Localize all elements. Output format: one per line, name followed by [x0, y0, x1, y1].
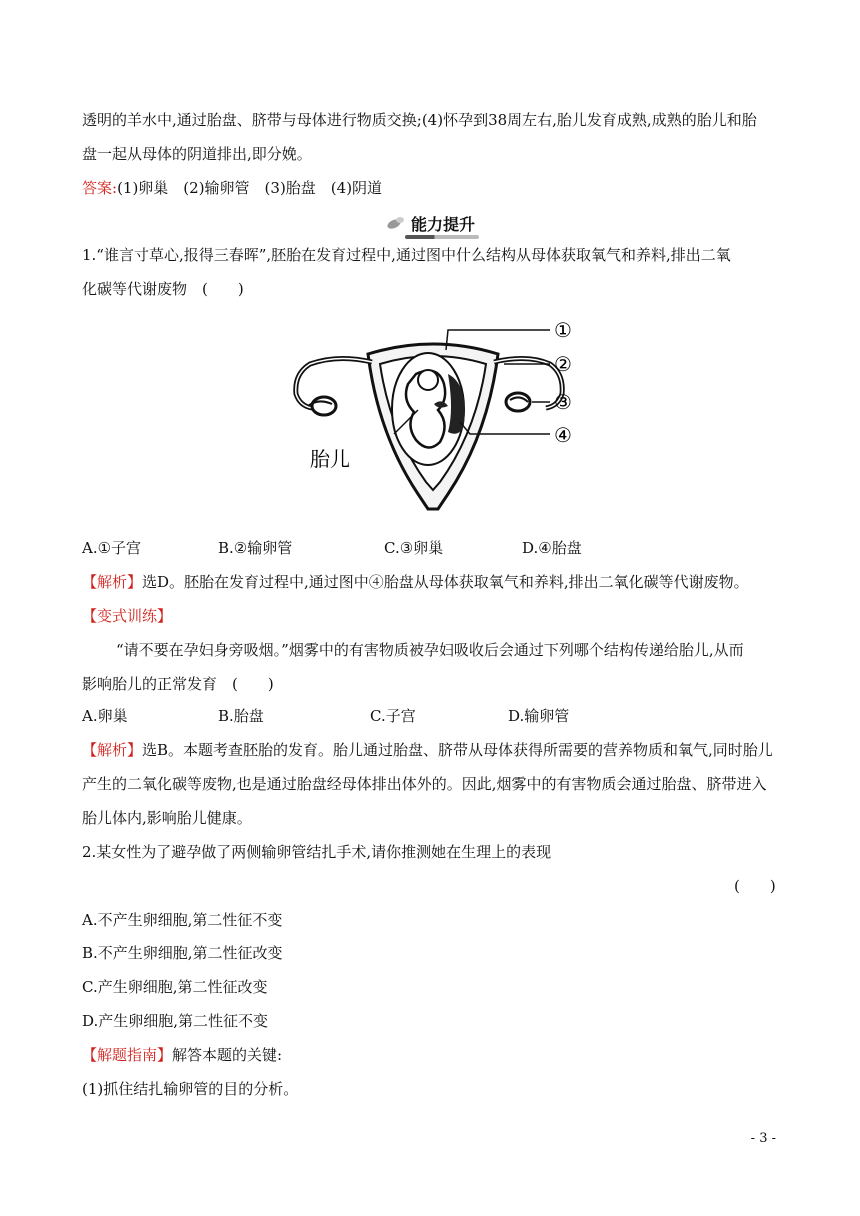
question-2-stem: 2.某女性为了避孕做了两侧输卵管结扎手术,请你推测她在生理上的表现	[82, 843, 552, 861]
question-1-stem-cont: 化碳等代谢废物 ( )	[82, 280, 244, 298]
q1-option-b: B.②输卵管	[218, 539, 293, 557]
leaf-icon	[385, 214, 407, 230]
figure-label-fetus: 胎儿	[310, 447, 350, 471]
section-title: 能力提升	[410, 215, 475, 234]
variant-stem-cont: 影响胎儿的正常发育 ( )	[82, 675, 274, 693]
guide-text: 解答本题的关键:	[172, 1046, 283, 1064]
answer-text: (1)卵巢 (2)输卵管 (3)胎盘 (4)阴道	[117, 179, 383, 197]
q2-option-c: C.产生卵细胞,第二性征改变	[82, 978, 268, 996]
q2-guide-point: (1)抓住结扎输卵管的目的分析。	[82, 1080, 299, 1098]
analysis-text: 选B。本题考查胚胎的发育。胎儿通过胎盘、脐带从母体获得所需要的营养物质和氧气,同时胎儿	[142, 741, 773, 759]
guide-label: 【解题指南】	[82, 1046, 173, 1064]
variant-analysis-cont: 产生的二氧化碳等废物,也是通过胎盘经母体排出体外的。因此,烟雾中的有害物质会通过胎盘、脐带进入	[82, 775, 767, 793]
variant-option-d: D.输卵管	[508, 707, 570, 725]
q2-option-b: B.不产生卵细胞,第二性征改变	[82, 944, 283, 962]
q1-analysis	[82, 572, 749, 592]
question-1-stem: 1.“谁言寸草心,报得三春晖”,胚胎在发育过程中,通过图中什么结构从母体获取氧气和养料,排出二氧	[82, 246, 731, 264]
q1-option-d: D.④胎盘	[522, 539, 582, 557]
analysis-label: 【解析】	[82, 573, 143, 591]
variant-analysis-cont: 胎儿体内,影响胎儿健康。	[82, 809, 252, 827]
q1-option-a: A.①子宫	[82, 539, 142, 557]
variant-analysis	[82, 740, 773, 760]
figure-label-4: ④	[554, 423, 572, 447]
figure-label-3: ③	[554, 390, 572, 414]
variant-stem: “请不要在孕妇身旁吸烟。”烟雾中的有害物质被孕妇吸收后会通过下列哪个结构传递给胎儿,从而	[116, 641, 744, 659]
answer-label: 答案:	[82, 179, 118, 197]
uterus-diagram	[288, 314, 578, 524]
ovary-left	[312, 397, 336, 415]
q2-guide	[82, 1045, 282, 1065]
figure-label-2: ②	[554, 352, 572, 376]
text-line: 透明的羊水中,通过胎盘、脐带与母体进行物质交换;(4)怀孕到38周左右,胎儿发育成熟,成熟的胎儿和胎	[82, 111, 757, 129]
section-heading	[0, 212, 860, 239]
variant-label: 【变式训练】	[82, 607, 173, 625]
analysis-text: 选D。胚胎在发育过程中,通过图中④胎盘从母体获取氧气和养料,排出二氧化碳等代谢废物。	[142, 573, 749, 591]
q2-option-d: D.产生卵细胞,第二性征不变	[82, 1012, 269, 1030]
q1-option-c: C.③卵巢	[384, 539, 444, 557]
analysis-label: 【解析】	[82, 741, 143, 759]
title-underline	[405, 235, 479, 239]
answer-line	[82, 178, 382, 198]
question-2-bracket: ( )	[734, 877, 776, 895]
page-number: - 3 -	[750, 1131, 776, 1146]
q2-option-a: A.不产生卵细胞,第二性征不变	[82, 911, 283, 929]
variant-option-c: C.子宫	[370, 707, 416, 725]
text-line: 盘一起从母体的阴道排出,即分娩。	[82, 145, 312, 163]
variant-option-b: B.胎盘	[218, 707, 264, 725]
variant-option-a: A.卵巢	[82, 707, 128, 725]
ovary-right	[506, 393, 530, 411]
figure-label-1: ①	[554, 318, 572, 342]
